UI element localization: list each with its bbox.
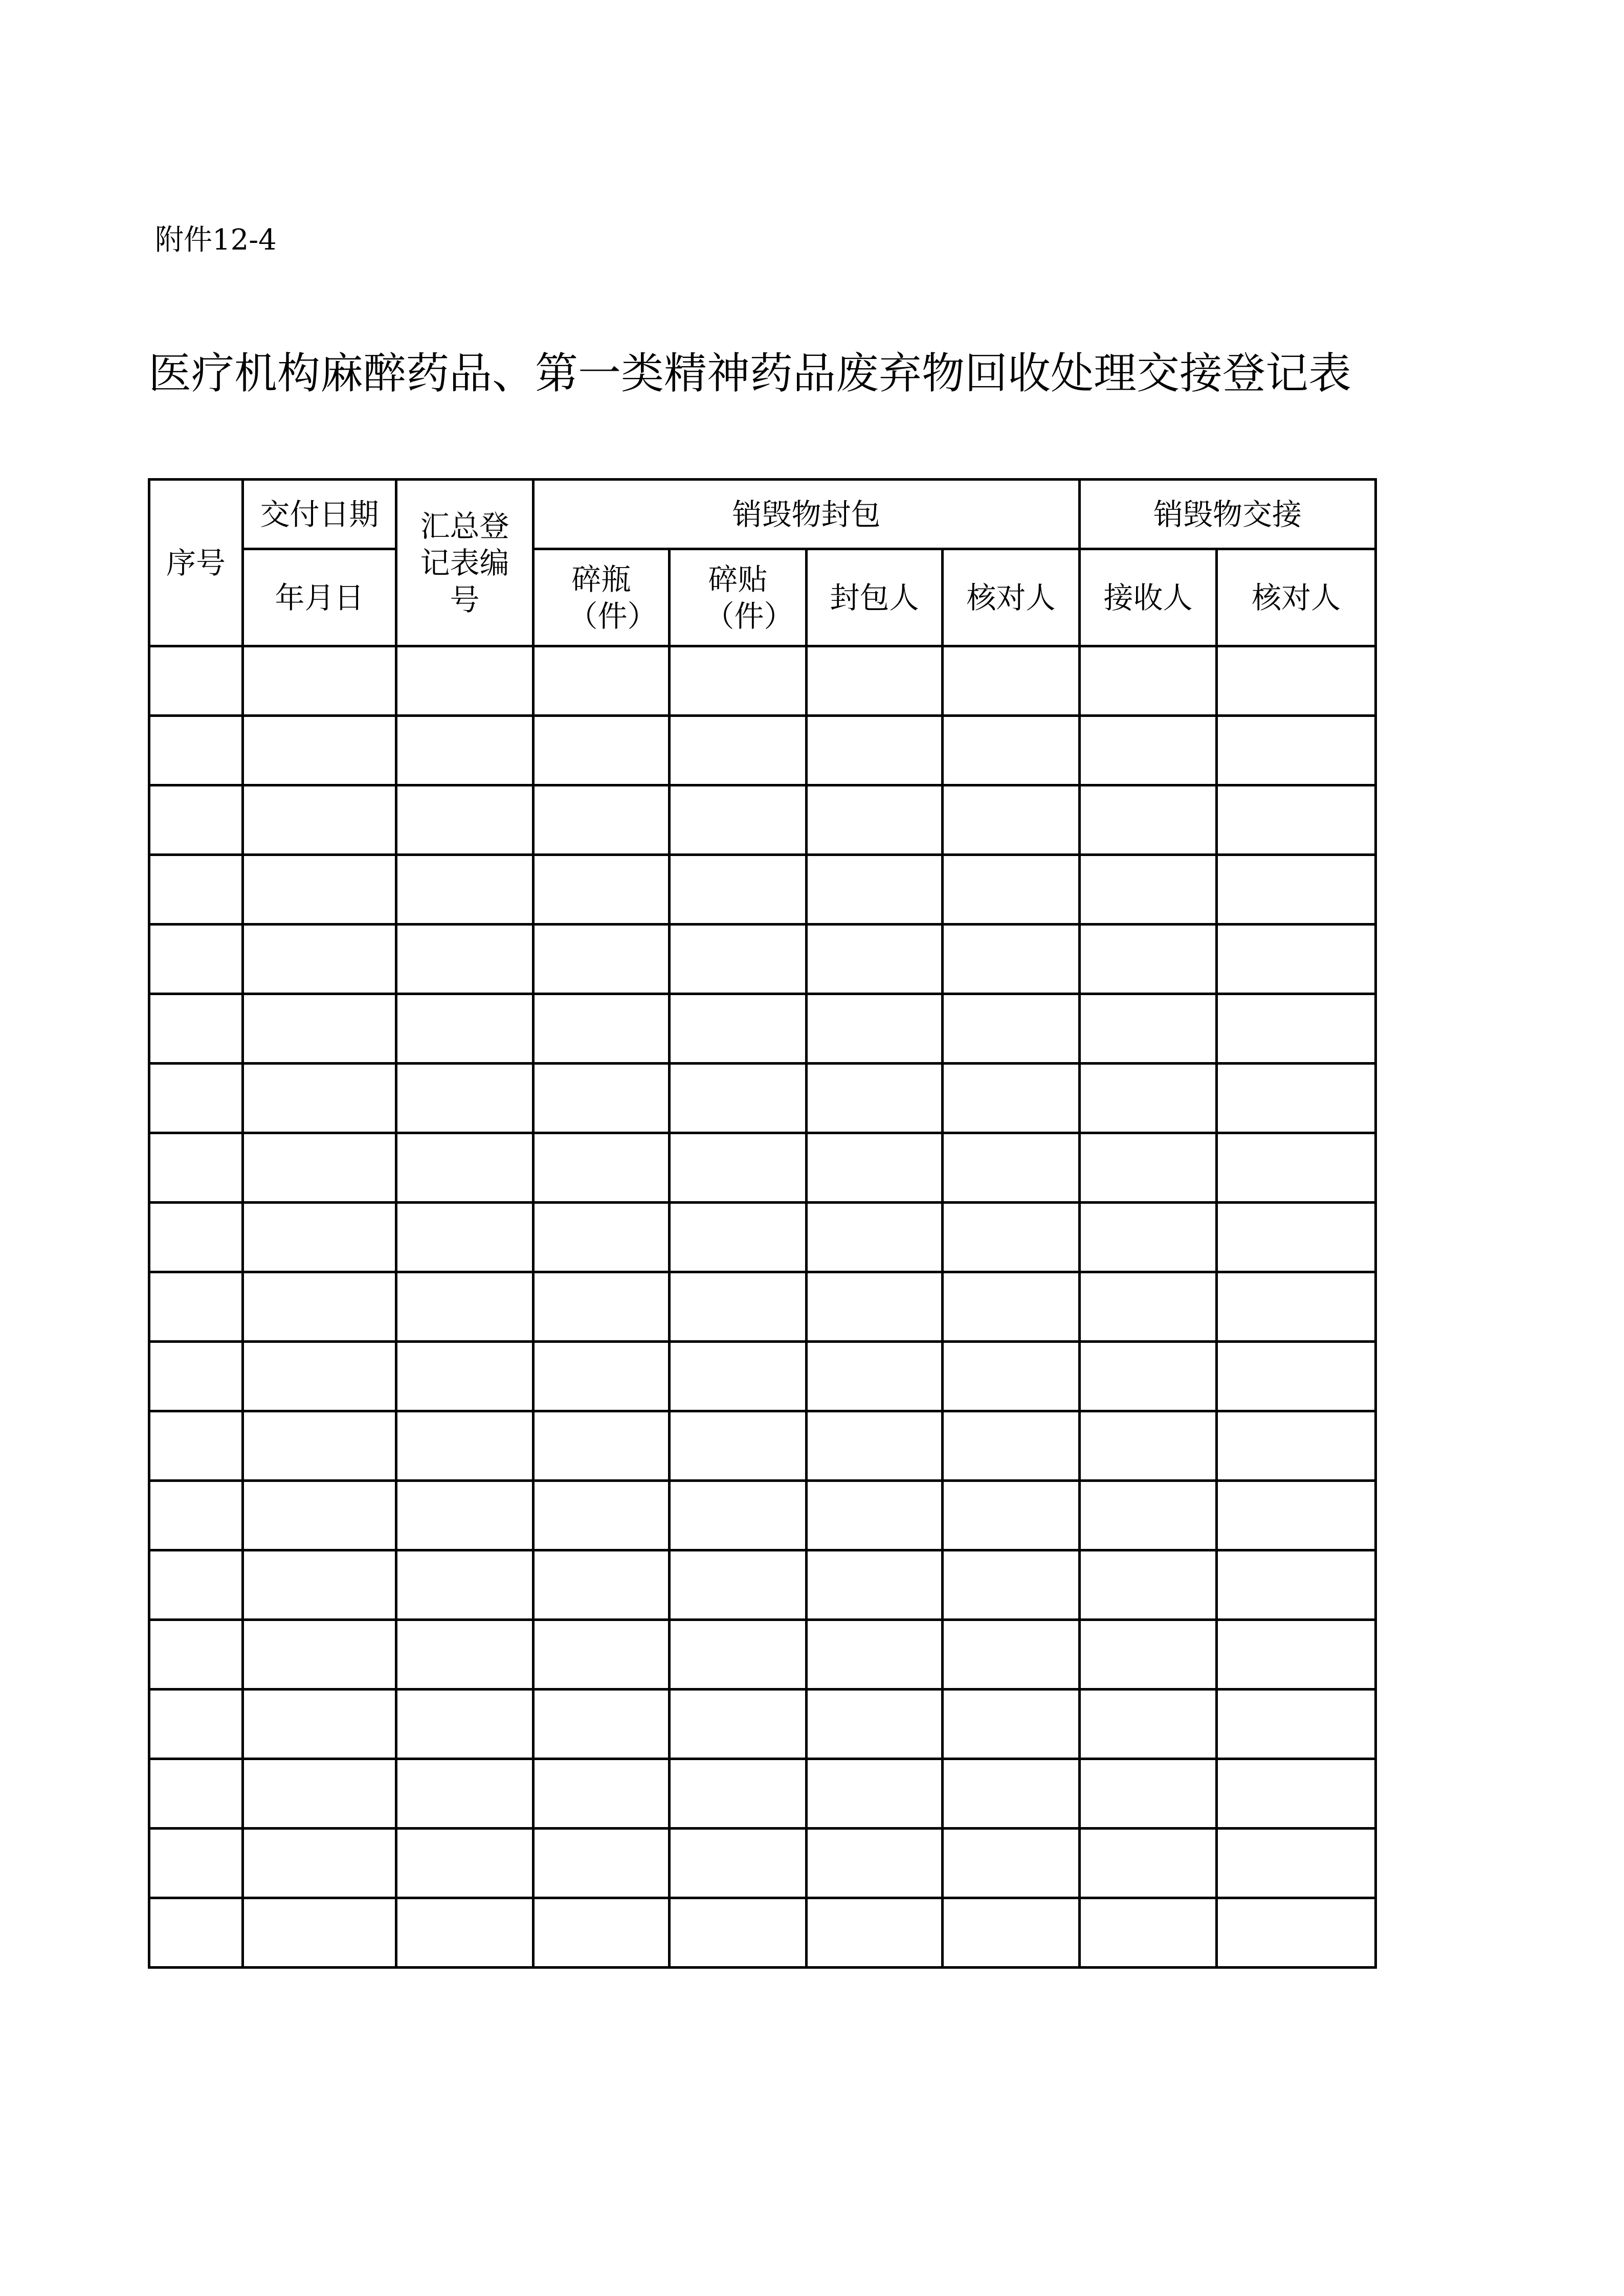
entry-cell[interactable] (243, 1829, 396, 1898)
entry-cell[interactable] (1080, 1550, 1217, 1620)
entry-cell[interactable] (243, 1133, 396, 1203)
header-broken-bottles-text: 碎瓶（件） (568, 561, 657, 634)
entry-cell[interactable] (943, 1829, 1080, 1898)
entry-cell[interactable] (943, 646, 1080, 716)
entry-cell[interactable] (243, 1342, 396, 1411)
table-row (149, 1550, 1376, 1620)
entry-cell[interactable] (396, 1690, 533, 1759)
entry-cell[interactable] (243, 1064, 396, 1133)
entry-cell[interactable] (149, 1898, 243, 1968)
table-row (149, 994, 1376, 1064)
entry-cell[interactable] (1217, 1342, 1376, 1411)
entry-cell[interactable] (149, 646, 243, 716)
entry-cell[interactable] (1080, 994, 1217, 1064)
entry-cell[interactable] (670, 1342, 807, 1411)
entry-cell[interactable] (243, 1272, 396, 1342)
table-row (149, 785, 1376, 855)
header-summary-no-text: 汇总登记表编号 (420, 508, 509, 617)
entry-cell[interactable] (1217, 1620, 1376, 1690)
entry-cell[interactable] (243, 1759, 396, 1829)
entry-cell[interactable] (1080, 1203, 1217, 1272)
table-row (149, 1829, 1376, 1898)
entry-cell[interactable] (943, 1550, 1080, 1620)
entry-cell[interactable] (149, 1759, 243, 1829)
table-row (149, 855, 1376, 925)
entry-cell[interactable] (670, 1690, 807, 1759)
table-row (149, 1342, 1376, 1411)
entry-cell[interactable] (149, 1133, 243, 1203)
entry-cell[interactable] (943, 994, 1080, 1064)
entry-cell[interactable] (670, 1411, 807, 1481)
header-checker-1: 核对人 (943, 549, 1080, 646)
page-title: 医疗机构麻醉药品、第一类精神药品废弃物回收处理交接登记表 (148, 348, 1352, 398)
header-delivery-date-sub: 年月日 (243, 549, 396, 646)
entry-cell[interactable] (943, 1620, 1080, 1690)
entry-cell[interactable] (807, 855, 943, 925)
entry-cell[interactable] (807, 1829, 943, 1898)
entry-cell[interactable] (1080, 716, 1217, 785)
entry-cell[interactable] (670, 1550, 807, 1620)
entry-cell[interactable] (1217, 855, 1376, 925)
entry-cell[interactable] (1217, 1690, 1376, 1759)
entry-cell[interactable] (533, 716, 670, 785)
entry-cell[interactable] (807, 1133, 943, 1203)
entry-cell[interactable] (943, 1898, 1080, 1968)
table-row (149, 646, 1376, 716)
entry-cell[interactable] (670, 1829, 807, 1898)
entry-cell[interactable] (533, 785, 670, 855)
entry-cell[interactable] (807, 1272, 943, 1342)
entry-cell[interactable] (1217, 1411, 1376, 1481)
handover-register-table (148, 478, 1377, 1969)
entry-cell[interactable] (807, 716, 943, 785)
entry-cell[interactable] (243, 994, 396, 1064)
entry-cell[interactable] (396, 646, 533, 716)
entry-cell[interactable] (943, 1411, 1080, 1481)
entry-cell[interactable] (396, 1759, 533, 1829)
entry-cell[interactable] (396, 716, 533, 785)
entry-cell[interactable] (943, 785, 1080, 855)
table-row (149, 1759, 1376, 1829)
entry-cell[interactable] (807, 1342, 943, 1411)
entry-cell[interactable] (1217, 1898, 1376, 1968)
entry-cell[interactable] (670, 1898, 807, 1968)
entry-cell[interactable] (1080, 1481, 1217, 1550)
entry-cell[interactable] (1217, 1759, 1376, 1829)
entry-cell[interactable] (1080, 1829, 1217, 1898)
entry-cell[interactable] (533, 1342, 670, 1411)
entry-cell[interactable] (533, 1272, 670, 1342)
entry-cell[interactable] (396, 1481, 533, 1550)
entry-cell[interactable] (670, 1272, 807, 1342)
entry-cell[interactable] (670, 646, 807, 716)
entry-cell[interactable] (1080, 1759, 1217, 1829)
entry-cell[interactable] (396, 1620, 533, 1690)
entry-cell[interactable] (396, 1203, 533, 1272)
entry-cell[interactable] (1080, 1411, 1217, 1481)
entry-cell[interactable] (1080, 855, 1217, 925)
entry-cell[interactable] (396, 1898, 533, 1968)
entry-cell[interactable] (807, 994, 943, 1064)
entry-cell[interactable] (1217, 716, 1376, 785)
entry-cell[interactable] (149, 1342, 243, 1411)
entry-cell[interactable] (807, 1481, 943, 1550)
entry-cell[interactable] (396, 1829, 533, 1898)
header-packer: 封包人 (807, 549, 943, 646)
entry-cell[interactable] (670, 716, 807, 785)
entry-cell[interactable] (943, 1064, 1080, 1133)
entry-cell[interactable] (243, 646, 396, 716)
entry-cell[interactable] (149, 1411, 243, 1481)
entry-cell[interactable] (807, 785, 943, 855)
entry-cell[interactable] (396, 855, 533, 925)
header-serial: 序号 (149, 480, 243, 646)
entry-cell[interactable] (533, 925, 670, 994)
entry-cell[interactable] (533, 1690, 670, 1759)
entry-cell[interactable] (943, 855, 1080, 925)
entry-cell[interactable] (243, 855, 396, 925)
entry-cell[interactable] (807, 1898, 943, 1968)
entry-cell[interactable] (149, 1203, 243, 1272)
entry-cell[interactable] (149, 855, 243, 925)
entry-cell[interactable] (670, 1759, 807, 1829)
table-row (149, 1064, 1376, 1133)
entry-cell[interactable] (243, 1481, 396, 1550)
entry-cell[interactable] (396, 1064, 533, 1133)
table-row (149, 1203, 1376, 1272)
entry-cell[interactable] (533, 1550, 670, 1620)
header-checker-2: 核对人 (1217, 549, 1376, 646)
entry-cell[interactable] (533, 646, 670, 716)
entry-cell[interactable] (1217, 1481, 1376, 1550)
entry-cell[interactable] (670, 1620, 807, 1690)
entry-cell[interactable] (396, 925, 533, 994)
entry-cell[interactable] (670, 785, 807, 855)
entry-cell[interactable] (807, 646, 943, 716)
entry-cell[interactable] (807, 1690, 943, 1759)
entry-cell[interactable] (396, 994, 533, 1064)
header-row-2 (149, 549, 1376, 646)
entry-cell[interactable] (243, 785, 396, 855)
table-row (149, 1411, 1376, 1481)
entry-cell[interactable] (533, 1898, 670, 1968)
entry-cell[interactable] (396, 1342, 533, 1411)
header-delivery-date: 交付日期 (243, 480, 396, 549)
table-row (149, 1272, 1376, 1342)
entry-cell[interactable] (243, 716, 396, 785)
entry-cell[interactable] (533, 1481, 670, 1550)
attachment-label: 附件12-4 (155, 223, 277, 257)
entry-cell[interactable] (670, 1064, 807, 1133)
entry-cell[interactable] (1080, 1620, 1217, 1690)
entry-cell[interactable] (149, 1829, 243, 1898)
entry-cell[interactable] (1217, 1133, 1376, 1203)
entry-cell[interactable] (943, 1133, 1080, 1203)
entry-cell[interactable] (943, 925, 1080, 994)
entry-cell[interactable] (396, 1133, 533, 1203)
entry-cell[interactable] (243, 1898, 396, 1968)
entry-cell[interactable] (670, 1481, 807, 1550)
header-broken-patches-text: 碎贴（件） (704, 561, 794, 634)
entry-cell[interactable] (149, 994, 243, 1064)
entry-cell[interactable] (533, 1411, 670, 1481)
entry-cell[interactable] (149, 1620, 243, 1690)
entry-cell[interactable] (1217, 1272, 1376, 1342)
entry-cell[interactable] (396, 785, 533, 855)
entry-cell[interactable] (1080, 1133, 1217, 1203)
entry-cell[interactable] (943, 1481, 1080, 1550)
entry-cell[interactable] (670, 1133, 807, 1203)
entry-cell[interactable] (1080, 646, 1217, 716)
entry-cell[interactable] (943, 1272, 1080, 1342)
entry-cell[interactable] (670, 994, 807, 1064)
entry-cell[interactable] (243, 1550, 396, 1620)
entry-cell[interactable] (149, 1064, 243, 1133)
entry-cell[interactable] (1217, 1550, 1376, 1620)
header-group-packing: 销毁物封包 (533, 480, 1080, 549)
entry-cell[interactable] (533, 1759, 670, 1829)
entry-cell[interactable] (1080, 1272, 1217, 1342)
header-group-handover: 销毁物交接 (1080, 480, 1376, 549)
entry-cell[interactable] (1217, 785, 1376, 855)
entry-cell[interactable] (807, 1759, 943, 1829)
entry-cell[interactable] (533, 994, 670, 1064)
entry-cell[interactable] (1080, 1342, 1217, 1411)
header-row-1 (149, 480, 1376, 549)
entry-cell[interactable] (1080, 1064, 1217, 1133)
entry-cell[interactable] (533, 1620, 670, 1690)
entry-cell[interactable] (149, 925, 243, 994)
entry-cell[interactable] (533, 855, 670, 925)
entry-cell[interactable] (1217, 925, 1376, 994)
entry-cell[interactable] (396, 1411, 533, 1481)
table-row (149, 1690, 1376, 1759)
entry-cell[interactable] (943, 1342, 1080, 1411)
entry-cell[interactable] (149, 1272, 243, 1342)
table-row (149, 925, 1376, 994)
entry-cell[interactable] (1217, 994, 1376, 1064)
entry-cell[interactable] (1080, 1898, 1217, 1968)
entry-cell[interactable] (396, 1272, 533, 1342)
entry-cell[interactable] (149, 1550, 243, 1620)
header-broken-bottles (533, 549, 670, 646)
entry-cell[interactable] (670, 855, 807, 925)
table-row (149, 1898, 1376, 1968)
table-row (149, 1620, 1376, 1690)
entry-cell[interactable] (807, 1620, 943, 1690)
entry-cell[interactable] (1217, 1829, 1376, 1898)
entry-cell[interactable] (1217, 1203, 1376, 1272)
entry-cell[interactable] (243, 1690, 396, 1759)
entry-cell[interactable] (807, 925, 943, 994)
entry-cell[interactable] (943, 1203, 1080, 1272)
entry-cell[interactable] (149, 1481, 243, 1550)
entry-cell[interactable] (1217, 646, 1376, 716)
entry-cell[interactable] (149, 716, 243, 785)
entry-cell[interactable] (1217, 1064, 1376, 1133)
entry-cell[interactable] (807, 1411, 943, 1481)
header-summary-no (396, 480, 533, 646)
table-row (149, 1133, 1376, 1203)
table-row (149, 1481, 1376, 1550)
entry-cell[interactable] (149, 785, 243, 855)
table-row (149, 716, 1376, 785)
entry-cell[interactable] (943, 1759, 1080, 1829)
entry-cell[interactable] (807, 1550, 943, 1620)
entry-cell[interactable] (943, 1690, 1080, 1759)
entry-cell[interactable] (943, 716, 1080, 785)
entry-cell[interactable] (533, 1133, 670, 1203)
entry-cell[interactable] (396, 1550, 533, 1620)
entry-cell[interactable] (1080, 925, 1217, 994)
entry-cell[interactable] (807, 1064, 943, 1133)
entry-cell[interactable] (670, 925, 807, 994)
entry-cell[interactable] (243, 1620, 396, 1690)
entry-cell[interactable] (243, 1203, 396, 1272)
entry-cell[interactable] (1080, 1690, 1217, 1759)
entry-cell[interactable] (243, 925, 396, 994)
entry-cell[interactable] (1080, 785, 1217, 855)
entry-cell[interactable] (670, 1203, 807, 1272)
header-broken-patches (670, 549, 807, 646)
entry-cell[interactable] (149, 1690, 243, 1759)
entry-cell[interactable] (533, 1203, 670, 1272)
entry-cell[interactable] (533, 1064, 670, 1133)
entry-cell[interactable] (807, 1203, 943, 1272)
entry-cell[interactable] (243, 1411, 396, 1481)
header-receiver: 接收人 (1080, 549, 1217, 646)
entry-cell[interactable] (533, 1829, 670, 1898)
